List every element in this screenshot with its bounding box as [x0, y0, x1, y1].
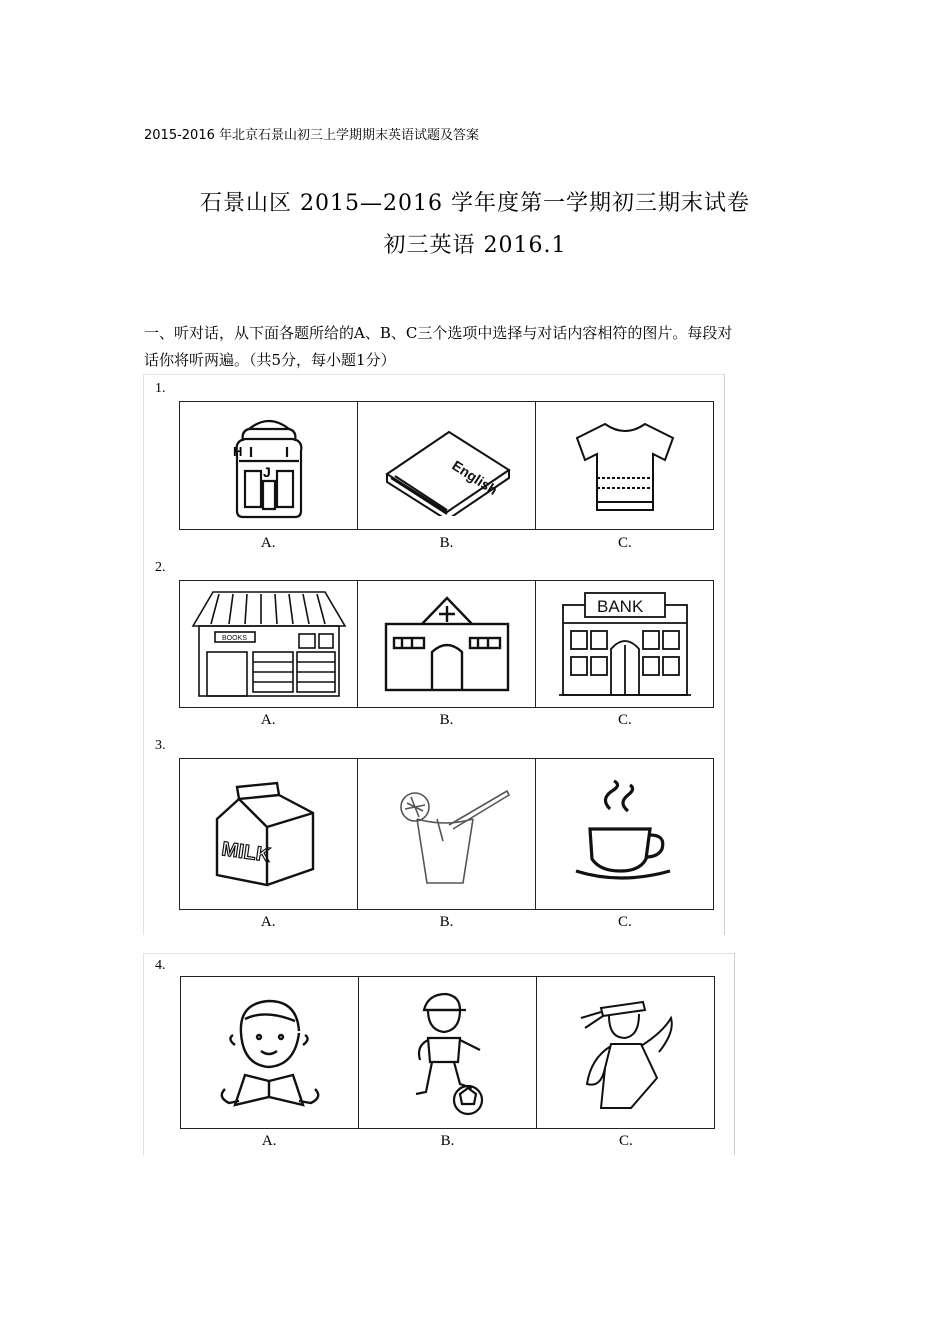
q2-option-a-picture[interactable] [180, 581, 358, 707]
q4-option-c-label: C. [618, 1133, 633, 1149]
q1-option-c-picture[interactable] [536, 402, 713, 529]
book-title-text: English [448, 456, 500, 498]
question-4-labels [180, 1133, 715, 1150]
question-3-labels [179, 914, 714, 931]
question-1-labels [179, 535, 714, 552]
milk-label-text: MILK [219, 838, 272, 867]
dancer-icon [571, 988, 681, 1118]
bookshop-sign-text: BOOKS [221, 635, 247, 642]
question-2-labels [179, 712, 714, 729]
lemonade-glass-icon [377, 779, 517, 889]
q2-option-b-picture[interactable] [358, 581, 536, 707]
q4-option-b-label: B. [440, 1133, 455, 1149]
q3-option-b-label: B. [439, 914, 454, 930]
question-1-options [179, 401, 714, 530]
q3-option-c-label: C. [617, 914, 632, 930]
english-book-icon [377, 416, 517, 516]
q1-option-a-label: A. [260, 535, 276, 551]
instruction-line-1: 一、听对话，从下面各题所给的A、B、C三个选项中选择与对话内容相符的图片。每段对 [144, 324, 733, 342]
exam-subtitle: 初三英语 2016.1 [383, 233, 567, 258]
q4-option-a-label: A. [261, 1133, 277, 1149]
q1-option-c-label: C. [617, 535, 632, 551]
q4-option-b-picture[interactable] [359, 977, 537, 1128]
bank-icon [555, 589, 695, 699]
q2-option-c-label: C. [617, 712, 632, 728]
q1-option-a-picture[interactable] [180, 402, 358, 529]
q3-option-c-picture[interactable] [536, 759, 713, 909]
boy-reading-icon [205, 993, 335, 1113]
instruction-line-2: 话你将听两遍。（共5分，每小题1分） [144, 351, 396, 369]
q4-option-a-picture[interactable] [181, 977, 359, 1128]
question-1-number: 1. [155, 381, 166, 396]
bookshop-icon [189, 586, 349, 702]
question-3-options [179, 758, 714, 910]
question-4-options [180, 976, 715, 1129]
letter-j: J [263, 464, 271, 480]
boy-playing-football-icon [398, 988, 498, 1118]
t-shirt-icon [565, 416, 685, 516]
exam-title: 石景山区 2015—2016 学年度第一学期初三期末试卷 [200, 191, 750, 216]
q3-option-a-picture[interactable] [180, 759, 358, 909]
question-2-options [179, 580, 714, 708]
q2-option-c-picture[interactable] [536, 581, 713, 707]
q3-option-b-picture[interactable] [358, 759, 536, 909]
q3-option-a-label: A. [260, 914, 276, 930]
q2-option-a-label: A. [260, 712, 276, 728]
q4-option-c-picture[interactable] [537, 977, 714, 1128]
question-2-number: 2. [155, 560, 166, 575]
milk-carton-icon [209, 779, 329, 889]
bank-sign-text: BANK [596, 597, 643, 616]
q1-option-b-picture[interactable] [358, 402, 536, 529]
header-note: 2015-2016 年北京石景山初三上学期期末英语试题及答案 [144, 128, 479, 143]
q1-option-b-label: B. [439, 535, 454, 551]
coffee-cup-icon [570, 779, 680, 889]
letter-h: H [233, 444, 243, 459]
q2-option-b-label: B. [439, 712, 454, 728]
question-3-number: 3. [155, 738, 166, 753]
hospital-icon [382, 594, 512, 694]
question-4-number: 4. [155, 958, 166, 973]
